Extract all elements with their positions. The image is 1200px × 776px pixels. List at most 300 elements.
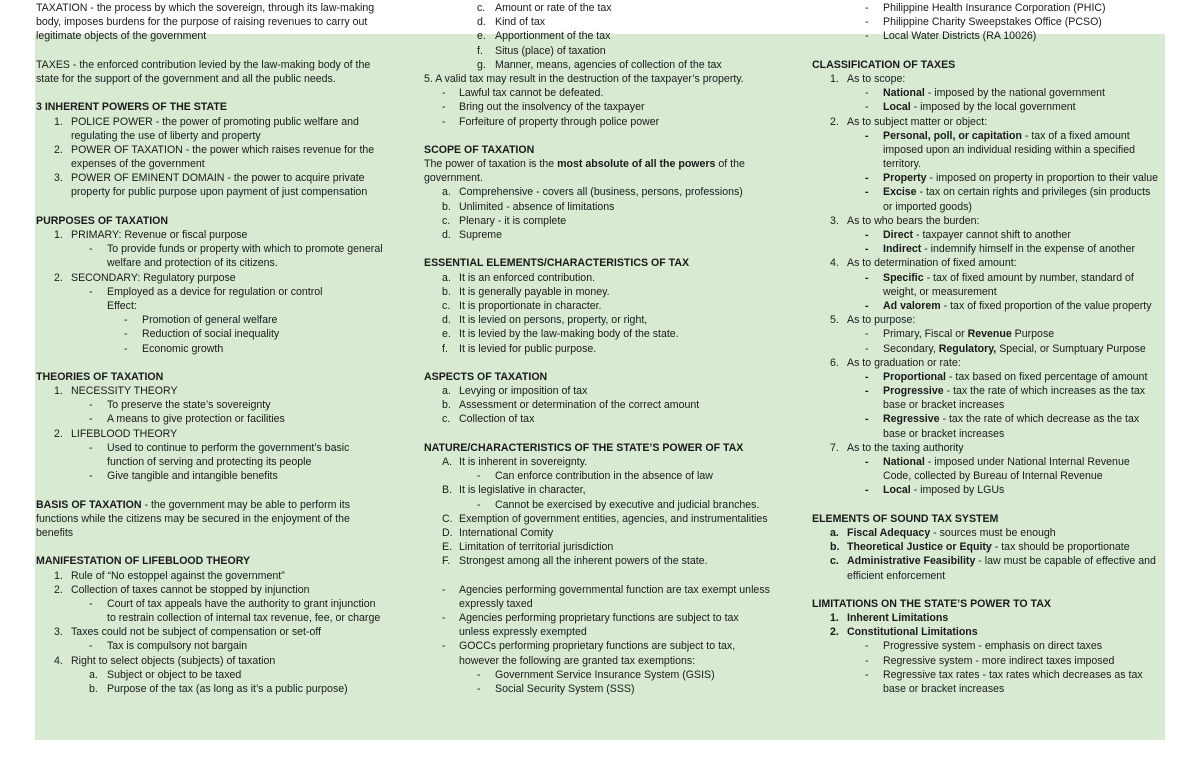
text-line [36,412,388,426]
text-line [36,455,388,469]
text-line [424,15,784,29]
line-text: territory. [883,158,922,171]
line-text: It is levied on persons, property, or right, [459,314,648,327]
text-span: - tax the rate of which decrease as the tax [939,413,1140,426]
text-line [424,299,784,313]
text-line [812,299,1166,313]
list-marker: c. [830,555,839,568]
line-text: property for public purpose upon payment of just compensation [71,186,368,199]
list-marker: - [865,413,869,426]
list-marker: - [442,101,446,114]
line-text: Levying or imposition of tax [459,385,588,398]
line-text: Philippine Charity Sweepstakes Office (PCSO) [883,16,1102,29]
bold-term: Local [883,101,911,114]
line-text: base or bracket increases [883,399,1005,412]
text-line [812,469,1166,483]
text-line [812,569,1166,583]
line-text: As to determination of fixed amount: [847,257,1017,270]
text-line [36,115,388,129]
list-marker: a. [442,186,451,199]
text-line [812,86,1166,100]
line-text: body, imposes burdens for the purpose of raising revenues to carry out [36,16,368,29]
bold-term: Excise [883,186,917,199]
line-text: 5. A valid tax may result in the destruction of the taxpayer’s property. [424,72,744,85]
list-marker: d. [442,229,451,241]
bold-term: BASIS OF TAXATION [36,498,142,511]
section-heading [424,441,784,455]
text-line [36,526,388,540]
section-heading [812,58,1166,72]
line-text: state for the support of the government and all the public needs. [36,72,336,85]
text-line [36,398,388,412]
text-span: - tax based on fixed percentage of amount [945,370,1148,383]
bold-term: Indirect [883,243,922,256]
text-line [812,427,1166,441]
line-text: CLASSIFICATION OF TAXES [812,58,956,71]
text-span: - tax of fixed proportion of the value property [940,299,1152,312]
line-text: expenses of the government [71,158,205,171]
line-text: expressly taxed [459,597,533,610]
line-text: Purpose of the tax (as long as it’s a public purpose) [107,683,348,695]
list-marker: b. [442,200,451,213]
line-text: As to the taxing authority [847,441,964,454]
text-line [36,583,388,597]
line-text: LIFEBLOOD THEORY [71,427,178,440]
line-text: Reduction of social inequality [142,328,280,341]
text-line [36,72,388,86]
list-marker: - [89,597,93,610]
bold-term: most absolute of all the powers [557,158,716,171]
list-marker: - [477,498,481,511]
text-line [812,540,1166,554]
text-line [812,100,1166,114]
list-marker: 1. [54,115,63,128]
bold-term: Administrative Feasibility [847,555,976,568]
line-text: Philippine Health Insurance Corporation (PHIC) [883,2,1106,14]
bold-term: Regulatory, [938,342,997,355]
text-line [424,214,784,228]
text-span: Special, or Sumptuary Purpose [996,342,1146,355]
line-text: It is levied for public purpose. [459,342,597,355]
bold-term: National [883,456,925,468]
list-marker: a. [442,385,451,398]
text-line [36,143,388,157]
line-text: Limitation of territorial jurisdiction [459,541,614,554]
list-marker: 2. [54,427,63,440]
list-marker: a. [89,668,98,681]
line-text: It is legislative in character, [459,484,586,497]
bold-term: Ad valorem [883,299,941,312]
text-line [424,327,784,341]
bold-term: Regressive [883,413,940,426]
list-marker: 3. [830,214,839,227]
line-text: to restrain collection of internal tax revenue, fee, or charge [107,612,381,625]
text-line [812,483,1166,497]
text-line [424,100,784,114]
text-line [424,313,784,327]
list-marker: - [477,683,481,695]
line-text: TAXES - the enforced contribution levied by the law-making body of the [36,58,371,71]
list-marker: b. [830,541,840,554]
list-marker: - [865,385,869,398]
text-span: - the government may be able to perform its [141,498,350,511]
text-line [36,384,388,398]
list-marker: - [865,229,869,241]
text-line [812,327,1166,341]
line-text: Supreme [459,229,502,241]
text-line [812,441,1166,455]
section-heading [424,256,784,270]
list-marker: a. [830,526,839,539]
line-text: Economic growth [142,342,224,355]
list-marker: B. [442,484,453,497]
list-marker: - [865,328,869,341]
line-text: Manner, means, agencies of collection of the tax [495,58,722,71]
line-text: It is generally payable in money. [459,285,610,298]
line-text: Used to continue to perform the government’s basic [107,441,350,454]
blank-line [812,583,1166,597]
text-line [424,682,784,696]
line-text: MANIFESTATION OF LIFEBLOOD THEORY [36,555,251,568]
text-line [424,86,784,100]
line-text: TAXATION - the process by which the sovereign, through its law-making [36,2,375,14]
blank-line [424,569,784,583]
line-text: SCOPE OF TAXATION [424,143,535,156]
text-line [812,356,1166,370]
list-marker: g. [477,58,486,71]
line-text: Regressive system - more indirect taxes imposed [883,654,1115,667]
line-text: POWER OF EMINENT DOMAIN - the power to acquire private [71,172,365,185]
text-span: - imposed by the local government [910,101,1076,114]
text-line [812,668,1166,682]
line-text: weight, or measurement [883,285,997,298]
section-heading [36,100,388,114]
text-line [36,271,388,285]
text-line [424,597,784,611]
text-line [424,200,784,214]
list-marker: A. [442,456,453,468]
text-line [812,242,1166,256]
line-text: It is proportionate in character. [459,299,602,312]
text-line [812,15,1166,29]
list-marker: - [442,612,446,625]
line-text: Employed as a device for regulation or control [107,285,323,298]
text-line [36,157,388,171]
bold-term: Progressive [883,385,944,398]
list-marker: - [865,87,869,100]
text-line [812,313,1166,327]
line-text: Agencies performing governmental function are tax exempt unless [459,583,770,596]
line-text: base or bracket increases [883,683,1005,695]
list-marker: f. [477,44,483,57]
text-line [36,611,388,625]
list-marker: - [865,484,869,497]
line-text: Collection of tax [459,413,535,426]
list-marker: - [865,172,869,185]
text-line [36,682,388,696]
line-text: Forfeiture of property through police power [459,115,660,128]
text-line [424,512,784,526]
text-line [812,654,1166,668]
bold-term: Personal, poll, or capitation [883,129,1022,142]
line-text: GOCCs performing proprietary functions are subject to tax, [459,640,736,653]
line-text: NATURE/CHARACTERISTICS OF THE STATE’S POWER OF TAX [424,441,744,454]
line-text: base or bracket increases [883,427,1005,440]
line-text: International Comity [459,526,554,539]
bold-term: Theoretical Justice or Equity [847,541,992,554]
line-text: Rule of “No estoppel against the government” [71,569,285,582]
text-line [812,682,1166,696]
line-text: Right to select objects (subjects) of taxation [71,654,276,667]
line-text: Taxes could not be subject of compensation or set-off [71,626,322,639]
list-marker: F. [442,555,451,568]
text-line [424,228,784,242]
section-heading [36,214,388,228]
text-line [424,583,784,597]
line-text: legitimate objects of the government [36,30,207,43]
list-marker: f. [442,342,448,355]
text-line [812,72,1166,86]
section-heading [36,554,388,568]
text-line [812,370,1166,384]
blank-line [36,86,388,100]
section-heading [812,597,1166,611]
line-text: regulating the use of liberty and property [71,129,261,142]
list-marker: d. [442,314,451,327]
notes-column-3 [812,1,1166,696]
line-text: Cannot be exercised by executive and judicial branches. [495,498,760,511]
line-text: Lawful tax cannot be defeated. [459,87,604,100]
text-span: - imposed on property in proportion to their value [926,172,1159,185]
text-line [424,498,784,512]
list-marker: - [865,640,869,653]
line-text: POLICE POWER - the power of promoting public welfare and [71,115,359,128]
text-line [36,285,388,299]
text-line [812,129,1166,143]
line-text: Constitutional Limitations [847,626,978,639]
list-marker: 1. [54,385,63,398]
line-text: Court of tax appeals have the authority to grant injunction [107,597,376,610]
list-marker: - [865,271,869,284]
list-marker: 1. [54,229,63,241]
text-line [36,569,388,583]
text-line [424,342,784,356]
list-marker: - [865,370,869,383]
list-marker: c. [477,2,486,14]
text-line [36,342,388,356]
section-heading [812,512,1166,526]
text-line [36,299,388,313]
list-marker: - [865,101,869,114]
text-span: - indemnify himself in the expense of another [921,243,1136,256]
list-marker: 1. [830,612,839,625]
bold-term: Property [883,172,927,185]
bold-term: Specific [883,271,924,284]
list-marker: - [89,243,93,256]
line-text: Give tangible and intangible benefits [107,470,278,483]
list-marker: - [89,399,93,412]
text-line [812,171,1166,185]
list-marker: - [124,328,128,341]
text-line [812,185,1166,199]
list-marker: 2. [54,143,63,156]
bold-term: Fiscal Adequacy [847,526,931,539]
line-text: To provide funds or property with which to promote general [107,243,383,256]
line-text: SECONDARY: Regulatory purpose [71,271,236,284]
text-line [812,384,1166,398]
text-span: - law must be capable of effective and [975,555,1156,568]
text-line [36,1,388,15]
text-line [424,554,784,568]
line-text: PURPOSES OF TAXATION [36,214,169,227]
list-marker: - [865,299,869,312]
text-line [36,58,388,72]
line-text: Bring out the insolvency of the taxpayer [459,101,645,114]
list-marker: b. [442,399,451,412]
text-line [36,498,388,512]
text-line [424,483,784,497]
text-line [36,639,388,653]
line-text: Code, collected by Bureau of Internal Revenue [883,470,1103,483]
list-marker: 4. [830,257,839,270]
list-marker: - [865,243,869,256]
line-text: Agencies performing proprietary functions are subject to tax [459,612,739,625]
list-marker: - [124,314,128,327]
text-span: - taxpayer cannot shift to another [913,229,1071,241]
line-text: Apportionment of the tax [495,30,611,43]
list-marker: - [865,129,869,142]
text-line [424,455,784,469]
text-line [812,157,1166,171]
list-marker: 2. [54,583,63,596]
text-line [812,115,1166,129]
list-marker: b. [89,683,98,695]
text-line [36,327,388,341]
text-line [812,526,1166,540]
list-marker: 1. [54,569,63,582]
list-marker: D. [442,526,453,539]
text-line [812,143,1166,157]
line-text: Assessment or determination of the correct amount [459,399,700,412]
line-text: Promotion of general welfare [142,314,278,327]
line-text: A means to give protection or facilities [107,413,285,426]
text-line [424,469,784,483]
text-line [812,200,1166,214]
text-line [424,540,784,554]
list-marker: - [442,87,446,100]
text-line [36,313,388,327]
list-marker: - [865,342,869,355]
list-marker: 2. [54,271,63,284]
text-span: Purpose [1011,328,1055,341]
text-line [36,15,388,29]
section-heading [424,370,784,384]
list-marker: c. [442,413,451,426]
list-marker: - [89,640,93,653]
text-span: - imposed by the national government [924,87,1105,100]
notes-column-1 [36,1,388,696]
text-line [36,654,388,668]
text-span: - sources must be enough [930,526,1056,539]
text-line [424,185,784,199]
list-marker: C. [442,512,453,525]
text-line [812,342,1166,356]
line-text: As to scope: [847,72,906,85]
list-marker: - [477,668,481,681]
text-line [424,384,784,398]
blank-line [424,129,784,143]
text-line [36,29,388,43]
line-text: Kind of tax [495,16,546,29]
line-text: benefits [36,526,74,539]
list-marker: c. [442,214,451,227]
text-span: - tax of fixed amount by number, standard of [923,271,1134,284]
text-line [812,455,1166,469]
list-marker: - [865,2,869,14]
text-line [424,639,784,653]
list-marker: - [89,285,93,298]
list-marker: a. [442,271,451,284]
list-marker: 2. [830,626,839,639]
text-line [36,242,388,256]
list-marker: - [442,115,446,128]
line-text: welfare and protection of its citizens. [107,257,278,270]
text-line [36,171,388,185]
text-line [36,597,388,611]
text-line [424,44,784,58]
blank-line [424,242,784,256]
blank-line [36,356,388,370]
text-line [36,441,388,455]
text-span: - imposed by LGUs [910,484,1005,497]
line-text: Effect: [107,299,137,312]
text-line [424,285,784,299]
list-marker: b. [442,285,451,298]
text-line [424,157,784,171]
blank-line [36,540,388,554]
text-line [424,29,784,43]
text-line [812,611,1166,625]
text-line [812,228,1166,242]
text-line [812,29,1166,43]
text-line [36,228,388,242]
bold-term: Proportional [883,370,946,383]
text-span: - tax should be proportionate [991,541,1130,554]
text-line [812,625,1166,639]
line-text: Inherent Limitations [847,612,949,625]
list-marker: - [442,583,446,596]
list-marker: c. [442,299,451,312]
list-marker: - [865,654,869,667]
list-marker: 2. [830,115,839,128]
line-text: POWER OF TAXATION - the power which raises revenue for the [71,143,375,156]
list-marker: - [89,470,93,483]
text-line [812,398,1166,412]
text-span: of the [715,158,745,171]
text-line [36,256,388,270]
line-text: functions while the citizens may be secured in the enjoyment of the [36,512,350,525]
text-span: - imposed under National Internal Revenue [924,456,1130,468]
line-text: NECESSITY THEORY [71,385,178,398]
notes-column-2 [424,1,784,696]
list-marker: - [865,16,869,29]
text-line [812,271,1166,285]
text-line [812,214,1166,228]
line-text: ELEMENTS OF SOUND TAX SYSTEM [812,512,999,525]
bold-term: Local [883,484,911,497]
section-heading [424,143,784,157]
text-span: Secondary, [883,342,939,355]
